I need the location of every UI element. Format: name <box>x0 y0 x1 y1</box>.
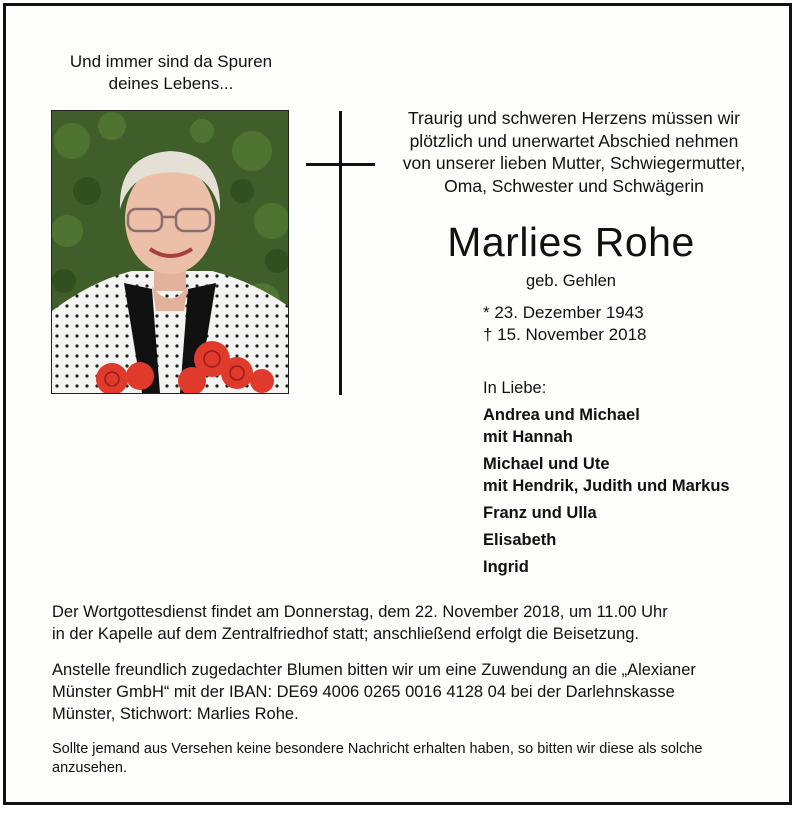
mourner-group <box>483 556 783 578</box>
notice-info <box>52 740 758 778</box>
mourner-line: Ingrid <box>483 558 529 576</box>
donation-line: Münster GmbH“ mit der IBAN: DE69 4006 0265 0016 4128 04 bei der Darlehnskasse <box>52 683 675 701</box>
motto-line: deines Lebens... <box>108 74 234 93</box>
mourner-line: Franz und Ulla <box>483 504 597 522</box>
portrait-illustration <box>52 111 288 393</box>
mourner-line: mit Hannah <box>483 428 573 446</box>
announcement-text <box>384 107 764 197</box>
cross-icon <box>339 111 342 395</box>
birth-date: * 23. Dezember 1943 <box>483 303 644 322</box>
service-line: Der Wortgottesdienst findet am Donnerstag, dem 22. November 2018, um 11.00 Uhr <box>52 603 668 621</box>
service-info <box>52 601 758 645</box>
mourner-line: Michael und Ute <box>483 455 610 473</box>
donation-info <box>52 659 758 725</box>
cross-icon-crossbar <box>306 163 375 166</box>
motto <box>40 51 302 95</box>
mourner-group <box>483 404 783 448</box>
mourner-line: Elisabeth <box>483 531 557 549</box>
announcement-line: von unserer lieben Mutter, Schwiegermutter, <box>402 153 746 173</box>
motto-line: Und immer sind da Spuren <box>69 52 273 71</box>
donation-line: Anstelle freundlich zugedachter Blumen bitten wir um eine Zuwendung an die „Alexianer <box>52 661 696 679</box>
maiden-name: geb. Gehlen <box>526 272 616 290</box>
mourner-line: mit Hendrik, Judith und Markus <box>483 477 730 495</box>
life-dates <box>483 302 753 346</box>
announcement-line: Traurig und schweren Herzens müssen wir <box>408 108 740 128</box>
deceased-name: Marlies Rohe <box>447 219 695 265</box>
death-date: † 15. November 2018 <box>483 325 647 344</box>
announcement-line: Oma, Schwester und Schwägerin <box>444 175 704 196</box>
mourner-group <box>483 502 783 524</box>
announcement-line: plötzlich und unerwartet Abschied nehmen <box>409 130 739 151</box>
portrait-photo <box>51 110 289 394</box>
donation-line: Münster, Stichwort: Marlies Rohe. <box>52 705 299 723</box>
service-line: in der Kapelle auf dem Zentralfriedhof statt; anschließend erfolgt die Beisetzung. <box>52 625 640 643</box>
mourners-list <box>483 377 783 583</box>
notice-line: Sollte jemand aus Versehen keine besondere Nachricht erhalten haben, so bitten wir diese als solche <box>52 741 703 757</box>
notice-line: anzusehen. <box>52 760 127 776</box>
mourner-line: Andrea und Michael <box>483 406 640 424</box>
mourner-group <box>483 453 783 497</box>
mourner-group <box>483 529 783 551</box>
mourners-lead: In Liebe: <box>483 379 547 397</box>
